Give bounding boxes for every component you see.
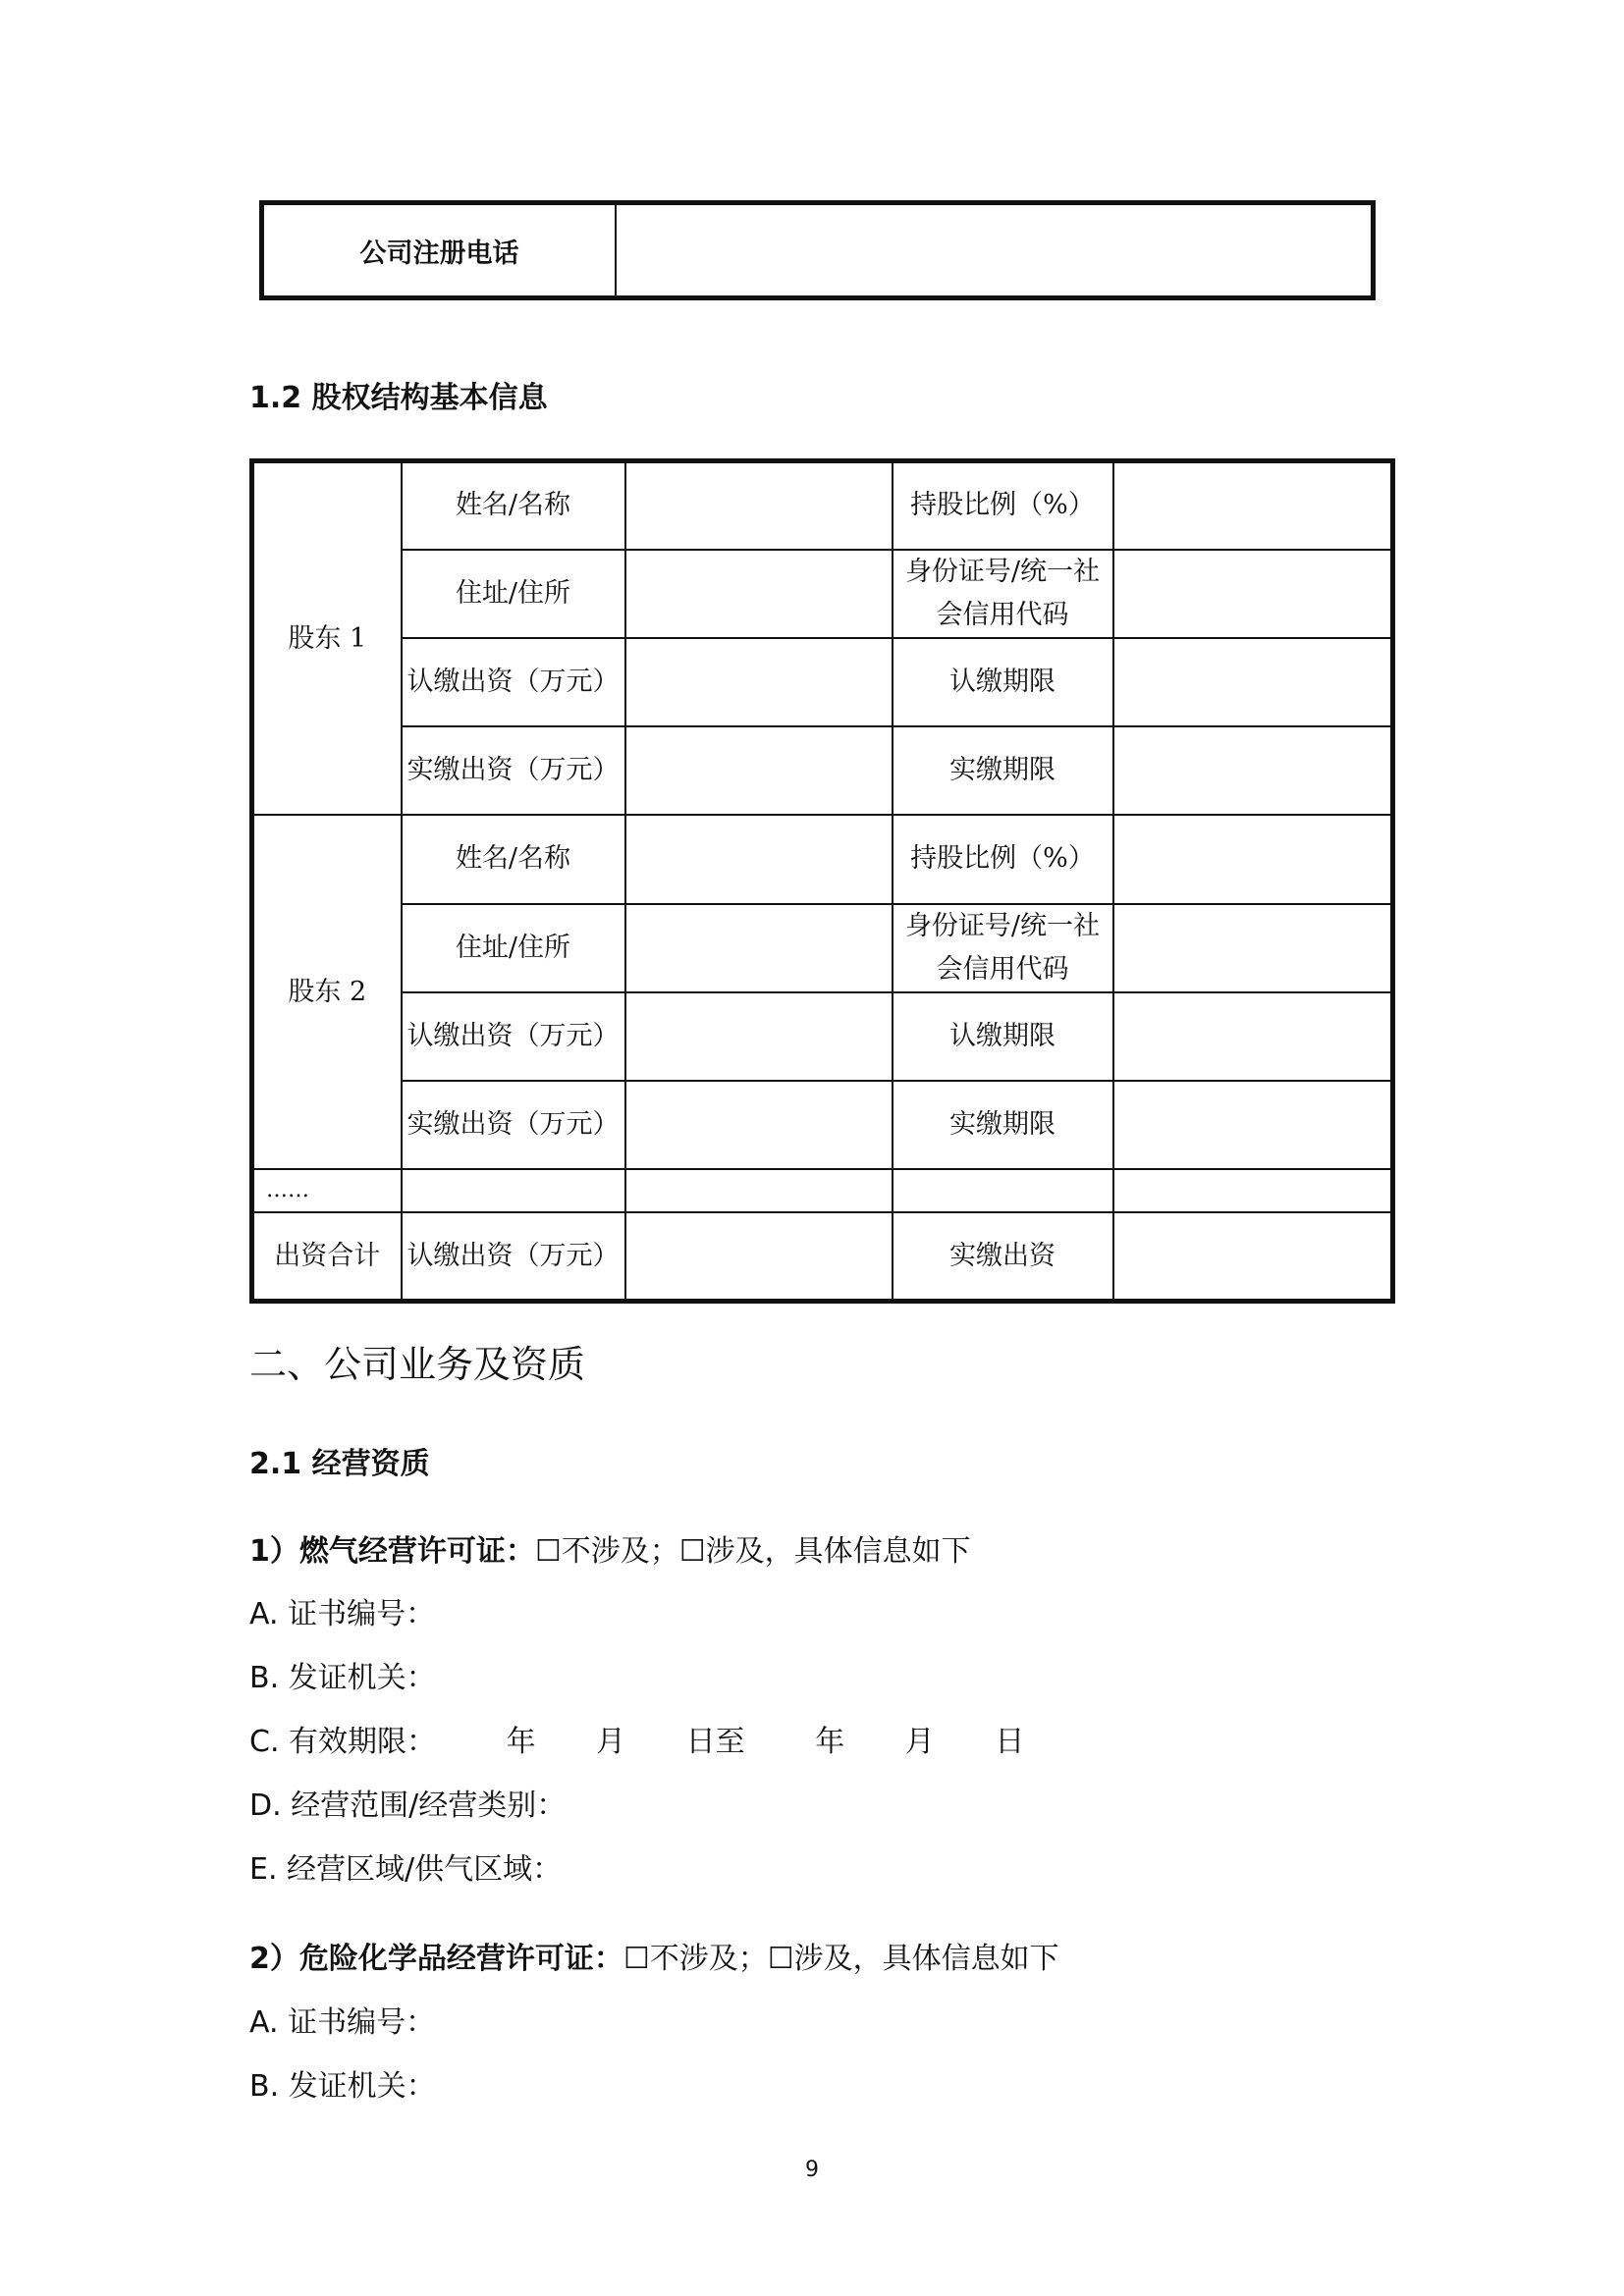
item-prefix: B. (249, 1661, 280, 1695)
table-row (252, 550, 1393, 638)
field-label: 实缴出资（万元） (402, 726, 625, 815)
table-row (252, 992, 1393, 1081)
field-label: 身份证号/统一社会信用代码 (893, 550, 1113, 638)
page-number: 9 (805, 2158, 819, 2182)
date-day-to: 日至 (685, 1725, 745, 1759)
table-row (252, 904, 1393, 992)
field-value[interactable] (625, 1081, 893, 1169)
empty-cell[interactable] (625, 1169, 893, 1212)
table-row (252, 1169, 1393, 1212)
item-prefix: D. (249, 1789, 282, 1823)
field-label: 住址/住所 (402, 550, 625, 638)
list-item (249, 1850, 562, 1890)
date-day: 日 (995, 1725, 1025, 1759)
field-value[interactable] (1113, 550, 1393, 638)
field-value[interactable] (625, 726, 893, 815)
license-1-title: 1）燃气经营许可证： (249, 1534, 535, 1569)
field-label: 认缴出资（万元） (402, 638, 625, 726)
field-value[interactable] (625, 904, 893, 992)
table-row (252, 815, 1393, 903)
list-item (249, 1595, 435, 1634)
table-row (252, 726, 1393, 815)
empty-cell[interactable] (402, 1169, 625, 1212)
license-2-title: 2）危险化学品经营许可证： (249, 1942, 623, 1976)
field-value[interactable] (625, 992, 893, 1081)
date-year: 年 (815, 1725, 845, 1759)
list-item (249, 1659, 436, 1698)
list-item (249, 1723, 1024, 1762)
field-label: 姓名/名称 (402, 461, 625, 550)
item-label: 经营范围/经营类别： (291, 1789, 567, 1823)
section-2-heading: 二、公司业务及资质 (249, 1343, 586, 1386)
table-row (252, 1081, 1393, 1169)
item-label: 发证机关： (288, 2069, 436, 2104)
field-value[interactable] (625, 461, 893, 550)
field-value[interactable] (625, 550, 893, 638)
license-1-options[interactable]: ☐不涉及；☐涉及，具体信息如下 (534, 1534, 971, 1569)
field-label: 持股比例（%） (893, 815, 1113, 903)
section-1-2-heading: 1.2 股权结构基本信息 (249, 381, 548, 415)
field-label: 持股比例（%） (893, 461, 1113, 550)
date-month: 月 (596, 1725, 626, 1759)
registration-phone-value[interactable] (616, 203, 1374, 298)
field-label: 认缴期限 (893, 992, 1113, 1081)
field-value[interactable] (1113, 1212, 1393, 1301)
field-value[interactable] (1113, 638, 1393, 726)
field-value[interactable] (1113, 726, 1393, 815)
registration-phone-table (259, 200, 1376, 300)
item-prefix: A. (249, 2005, 279, 2040)
field-label: 认缴期限 (893, 638, 1113, 726)
empty-cell[interactable] (1113, 1169, 1393, 1212)
item-prefix: A. (249, 1597, 279, 1631)
field-label: 实缴期限 (893, 1081, 1113, 1169)
field-value[interactable] (1113, 1081, 1393, 1169)
shareholder-1-label: 股东 1 (252, 461, 402, 816)
registration-phone-label: 公司注册电话 (262, 203, 617, 298)
license-1-heading (249, 1532, 971, 1572)
field-label: 实缴期限 (893, 726, 1113, 815)
item-label: 有效期限： (289, 1725, 437, 1759)
item-prefix: B. (249, 2069, 280, 2104)
section-2-1-heading: 2.1 经营资质 (249, 1447, 430, 1481)
field-label: 身份证号/统一社会信用代码 (893, 904, 1113, 992)
field-value[interactable] (1113, 992, 1393, 1081)
field-label: 姓名/名称 (402, 815, 625, 903)
item-label: 证书编号： (288, 1597, 436, 1631)
license-2-options[interactable]: ☐不涉及；☐涉及，具体信息如下 (623, 1942, 1059, 1976)
item-label: 经营区域/供气区域： (287, 1852, 563, 1887)
total-label: 出资合计 (252, 1212, 402, 1301)
field-label: 认缴出资（万元） (402, 1212, 625, 1301)
field-value[interactable] (1113, 904, 1393, 992)
field-label: 认缴出资（万元） (402, 992, 625, 1081)
field-value[interactable] (625, 638, 893, 726)
shareholder-2-label: 股东 2 (252, 815, 402, 1169)
item-label: 发证机关： (288, 1661, 436, 1695)
equity-structure-table (249, 458, 1395, 1304)
ellipsis-cell: …… (252, 1169, 402, 1212)
list-item (249, 2067, 436, 2107)
table-row (252, 1212, 1393, 1301)
date-year: 年 (506, 1725, 536, 1759)
field-value[interactable] (1113, 815, 1393, 903)
list-item (249, 1787, 566, 1826)
license-2-heading (249, 1940, 1059, 1979)
table-row (252, 461, 1393, 550)
field-label: 实缴出资 (893, 1212, 1113, 1301)
item-label: 证书编号： (288, 2005, 436, 2040)
empty-cell[interactable] (893, 1169, 1113, 1212)
item-prefix: E. (249, 1852, 278, 1887)
field-value[interactable] (1113, 461, 1393, 550)
field-label: 实缴出资（万元） (402, 1081, 625, 1169)
list-item (249, 2003, 435, 2043)
field-value[interactable] (625, 815, 893, 903)
table-row (252, 638, 1393, 726)
date-month: 月 (904, 1725, 935, 1759)
field-value[interactable] (625, 1212, 893, 1301)
field-label: 住址/住所 (402, 904, 625, 992)
item-prefix: C. (249, 1725, 280, 1759)
